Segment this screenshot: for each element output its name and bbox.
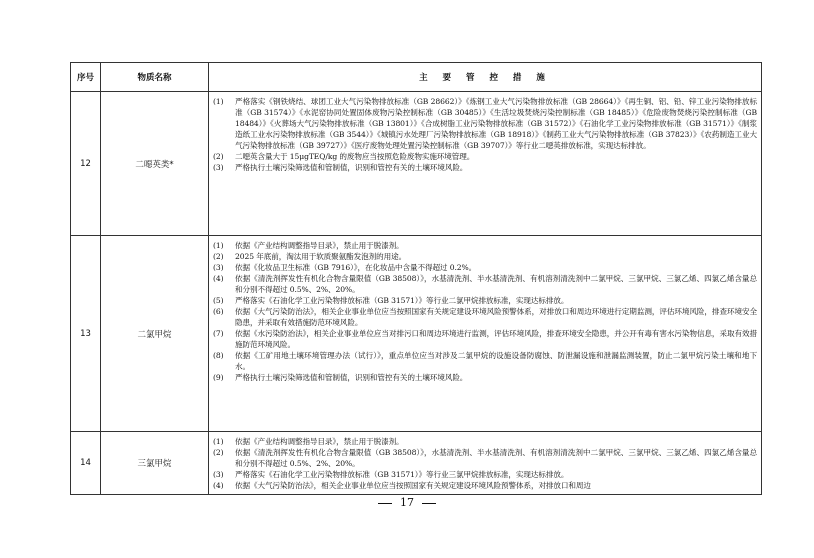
measure-item xyxy=(213,328,757,350)
measure-item xyxy=(213,306,757,328)
measure-text: 依据《产业结构调整指导目录》，禁止用于脱漆剂。 xyxy=(235,437,404,446)
measure-number: (3) xyxy=(213,163,224,172)
measure-item xyxy=(213,162,757,173)
page-number xyxy=(0,496,814,509)
measure-item xyxy=(213,447,757,469)
measure-item xyxy=(213,151,757,162)
measure-item xyxy=(213,295,757,306)
table-row xyxy=(71,236,762,432)
control-measures-cell xyxy=(209,432,762,495)
page-number-text: 17 xyxy=(400,496,414,509)
serial-number-cell: 14 xyxy=(71,432,101,495)
measure-text: 严格落实《钢铁烧结、球团工业大气污染物排放标准（GB 28662）》《炼钢工业大气污染物排放标准（GB 28664）》《再生铜、铝、铅、锌工业污染物排放标准（GB 31574）》《水泥窑协同处置固体废物污染控制标准（GB 30485）》《生活垃圾焚烧污染控制标准（GB 18485）》《危险废物焚烧污染控制标准（GB 18484）》《火葬场大气污染物排放标准（GB 13801）》《合成树脂工业污染物排放标准（GB 31572）》《石油化学工业污染物排放标准（GB 31571）》《制浆造纸工业水污染物排放标准（GB 3544）》《城镇污水处理厂污染物排放标准（GB 18918）》《制药工业大气污染物排放标准（GB 37823）》《农药制造工业大气污染物排放标准（GB 39727）》《医疗废物处理处置污染控制标准（GB 39707）》等行业二噁英排放标准，实现达标排放。 xyxy=(235,97,757,150)
substance-name-cell: 二噁英类* xyxy=(101,92,209,236)
measure-number: (1) xyxy=(213,241,224,250)
measure-text: 依据《大气污染防治法》，相关企业事业单位应当按照国家有关规定建设环境风险预警体系，对排放口和周边 xyxy=(235,481,591,490)
serial-number-cell: 13 xyxy=(71,236,101,432)
measure-number: (3) xyxy=(213,470,224,479)
measure-text: 严格执行土壤污染筛选值和管制值，识别和管控有关的土壤环境风险。 xyxy=(235,373,468,382)
measures-table xyxy=(70,62,762,495)
table-row xyxy=(71,92,762,236)
measure-text: 严格执行土壤污染筛选值和管制值，识别和管控有关的土壤环境风险。 xyxy=(235,163,468,172)
measure-item xyxy=(213,273,757,295)
measure-item xyxy=(213,480,757,491)
measure-text: 严格落实《石油化学工业污染物排放标准（GB 31571）》等行业三氯甲烷排放标准，实现达标排放。 xyxy=(235,470,569,479)
measure-number: (1) xyxy=(213,437,224,446)
measure-number: (2) xyxy=(213,152,224,161)
measure-number: (6) xyxy=(213,307,224,316)
substance-name-cell: 三氯甲烷 xyxy=(101,432,209,495)
measure-item xyxy=(213,436,757,447)
measure-number: (4) xyxy=(213,481,224,490)
control-measures-cell xyxy=(209,92,762,236)
measure-item xyxy=(213,469,757,480)
measure-number: (2) xyxy=(213,448,224,457)
measure-text: 依据《产业结构调整指导目录》，禁止用于脱漆剂。 xyxy=(235,241,404,250)
measure-number: (7) xyxy=(213,329,224,338)
control-measures-cell xyxy=(209,236,762,432)
page-number-dash-left xyxy=(378,503,392,504)
table-row xyxy=(71,432,762,495)
measure-item xyxy=(213,350,757,372)
measure-text: 依据《化妆品卫生标准（GB 7916）》，在化妆品中含量不得超过 0.2%。 xyxy=(235,263,477,272)
header-serial-number: 序号 xyxy=(71,63,101,92)
measure-text: 依据《水污染防治法》，相关企业事业单位应当对排污口和周边环境进行监测，评估环境风险，排查环境安全隐患，并公开有毒有害水污染物信息，采取有效措施防范环境风险。 xyxy=(235,329,757,349)
measure-number: (3) xyxy=(213,263,224,272)
measure-item xyxy=(213,96,757,151)
header-control-measures: 主 要 管 控 措 施 xyxy=(209,63,762,92)
page-number-dash-right xyxy=(422,503,436,504)
measure-number: (9) xyxy=(213,373,224,382)
measure-text: 依据《清洗剂挥发性有机化合物含量限值（GB 38508）》，水基清洗剂、半水基清洗剂、有机溶剂清洗剂中二氯甲烷、三氯甲烷、三氯乙烯、四氯乙烯含量总和分别不得超过 0.5%、2%、20%。 xyxy=(235,274,757,294)
measure-number: (8) xyxy=(213,351,224,360)
measure-text: 严格落实《石油化学工业污染物排放标准（GB 31571）》等行业二氯甲烷排放标准，实现达标排放。 xyxy=(235,296,569,305)
measure-number: (2) xyxy=(213,252,224,261)
measure-text: 依据《清洗剂挥发性有机化合物含量限值（GB 38508）》，水基清洗剂、半水基清洗剂、有机溶剂清洗剂中二氯甲烷、三氯甲烷、三氯乙烯、四氯乙烯含量总和分别不得超过 0.5%、2%、20%。 xyxy=(235,448,757,468)
measure-text: 二噁英含量大于 15μgTEQ/kg 的废物应当按照危险废物实施环境管理。 xyxy=(235,152,475,161)
measure-number: (1) xyxy=(213,97,224,106)
measure-item xyxy=(213,372,757,383)
measure-text: 依据《大气污染防治法》，相关企业事业单位应当按照国家有关规定建设环境风险预警体系，对排放口和周边环境进行定期监测，评估环境风险，排查环境安全隐患，并采取有效措施防范环境风险。 xyxy=(235,307,757,327)
measure-item xyxy=(213,240,757,251)
header-substance-name: 物质名称 xyxy=(101,63,209,92)
measure-text: 依据《工矿用地土壤环境管理办法（试行）》，重点单位应当对涉及二氯甲烷的设施设备防腐蚀、防泄漏设施和泄漏监测装置，防止二氯甲烷污染土壤和地下水。 xyxy=(235,351,757,371)
measure-number: (5) xyxy=(213,296,224,305)
measure-number: (4) xyxy=(213,274,224,283)
serial-number-cell: 12 xyxy=(71,92,101,236)
measure-text: 2025 年底前，淘汰用于软质聚氨酯发泡剂的用途。 xyxy=(235,252,407,261)
substance-name-cell: 二氯甲烷 xyxy=(101,236,209,432)
measure-item xyxy=(213,262,757,273)
table-header-row xyxy=(71,63,762,92)
measure-item xyxy=(213,251,757,262)
